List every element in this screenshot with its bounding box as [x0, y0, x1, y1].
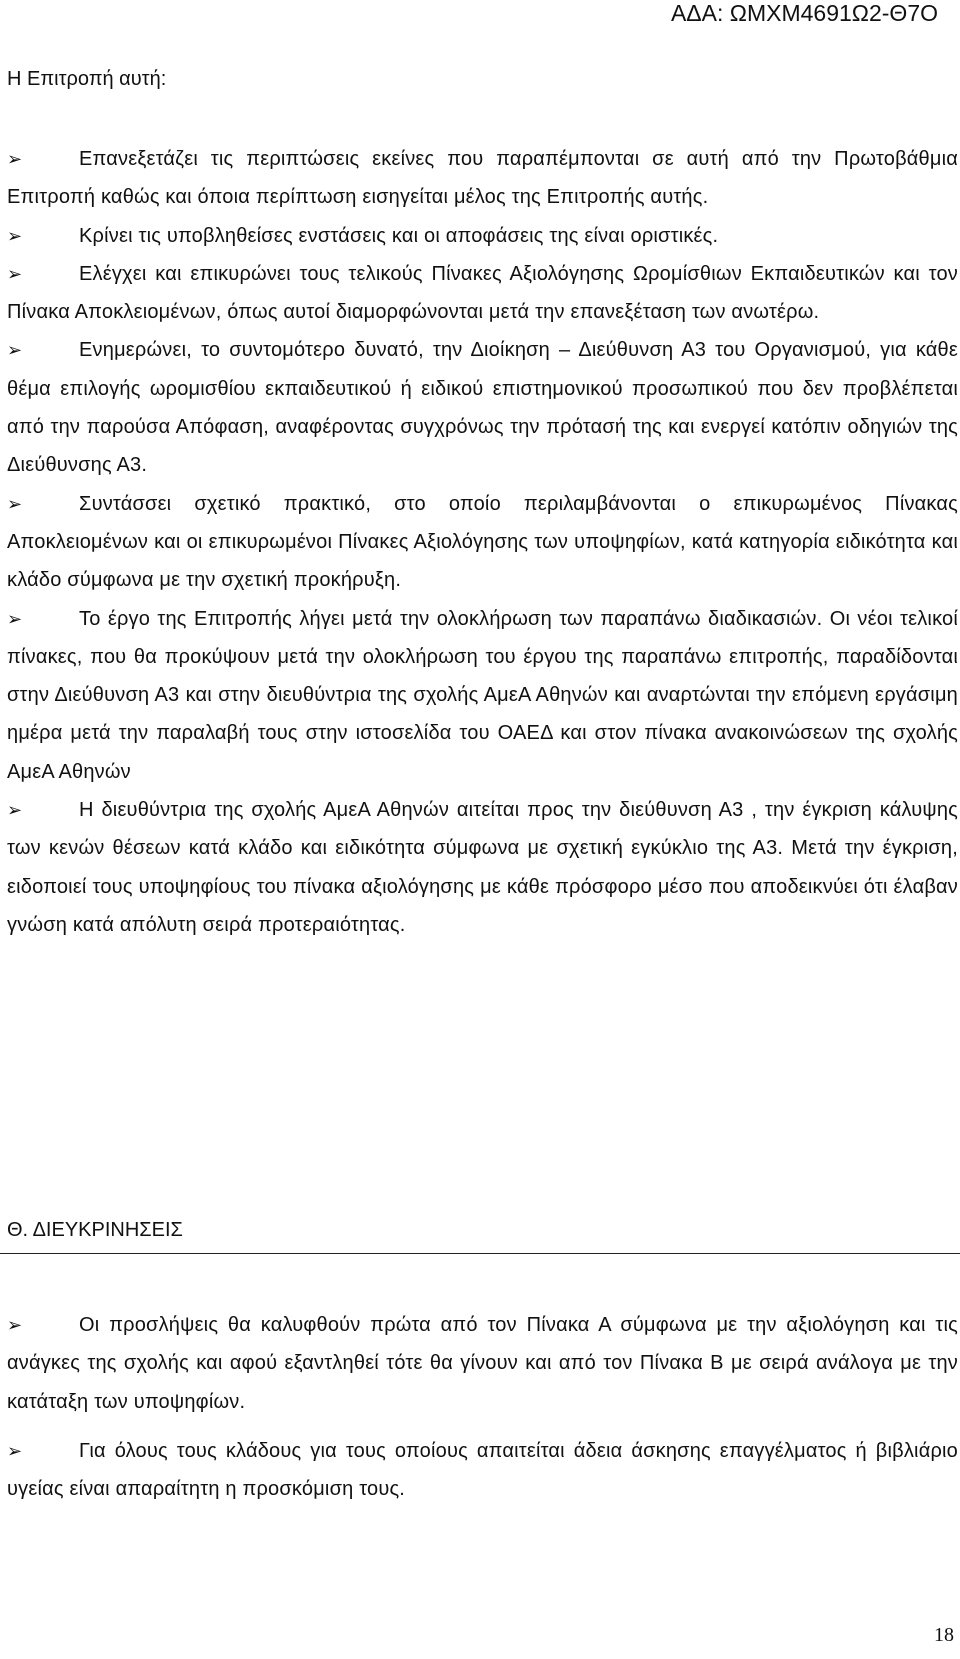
list-item: ➢ Κρίνει τις υποβληθείσες ενστάσεις και οι αποφάσεις της είναι οριστικές.	[7, 217, 958, 255]
list-item-continuation: Οι νέοι τελικοί πίνακες, που θα προκύψουν μετά την ολοκλήρωση του έργου της παραπάνω επιτροπής, παραδίδονται στην Διεύθυνση Α3 και στην διευθύντρια της σχολής ΑμεΑ Αθηνών και αναρτώνται την επόμενη εργάσιμη ημέρα μετά την παραλαβή τους στην ιστοσελίδα του ΟΑΕΔ και στον πίνακα ανακοινώσεων της σχολής ΑμεΑ Αθηνών	[7, 607, 959, 783]
clarifications-list	[7, 1306, 958, 1519]
list-item: ➢ Οι προσλήψεις θα καλυφθούν πρώτα από τον Πίνακα Α σύμφωνα με την αξιολόγηση και τις ανάγκες της σχολής και αφού εξαντληθεί τότε θα γίνουν και από τον Πίνακα Β με σειρά ανάλογα με την κατάταξη των υποψηφίων.	[7, 1306, 958, 1421]
arrow-bullet-icon: ➢	[7, 1315, 23, 1335]
page-number: 18	[934, 1624, 954, 1646]
list-item: ➢ Ελέγχει και επικυρώνει τους τελικούς Πίνακες Αξιολόγησης Ωρομίσθιων Εκπαιδευτικών και τον Πίνακα Αποκλειομένων, όπως αυτοί διαμορφώνονται μετά την επανεξέταση των ανωτέρω.	[7, 255, 958, 332]
list-item: ➢ Συντάσσει σχετικό πρακτικό, στο οποίο περιλαμβάνονται ο επικυρωμένος Πίνακας Αποκλειομένων και οι επικυρωμένοι Πίνακες Αξιολόγησης των υποψηφίων, κατά κατηγορία ειδικότητα και κλάδο σύμφωνα με την σχετική προκήρυξη.	[7, 485, 958, 600]
arrow-bullet-icon: ➢	[7, 493, 23, 514]
arrow-bullet-icon: ➢	[7, 608, 23, 629]
arrow-bullet-icon: ➢	[7, 225, 23, 246]
list-item: ➢ Το έργο της Επιτροπής λήγει μετά την ολοκλήρωση των παραπάνω διαδικασιών. Οι νέοι τελικοί πίνακες, που θα προκύψουν μετά την ολοκλήρωση του έργου της παραπάνω επιτροπής, παραδίδονται στην Διεύθυνση Α3 και στην διευθύντρια της σχολής ΑμεΑ Αθηνών και αναρτώνται την επόμενη εργάσιμη ημέρα μετά την παραλαβή τους στην ιστοσελίδα του ΟΑΕΔ και στον πίνακα ανακοινώσεων της σχολής ΑμεΑ Αθηνών	[7, 600, 958, 791]
list-item: ➢ Επανεξετάζει τις περιπτώσεις εκείνες που παραπέμπονται σε αυτή από την Πρωτοβάθμια Επιτροπή καθώς και όποια περίπτωση εισηγείται μέλος της Επιτροπής αυτής.	[7, 140, 958, 217]
section-title: Θ. ΔΙΕΥΚΡΙΝΗΣΕΙΣ	[7, 1219, 183, 1241]
duties-list	[7, 140, 958, 944]
section-divider	[0, 1253, 960, 1254]
arrow-bullet-icon: ➢	[7, 340, 23, 361]
list-item: ➢ Για όλους τους κλάδους για τους οποίους απαιτείται άδεια άσκησης επαγγέλματος ή βιβλιάριο υγείας είναι απαραίτητη η προσκόμιση τους.	[7, 1432, 958, 1509]
list-item: ➢ Η διευθύντρια της σχολής ΑμεΑ Αθηνών αιτείται προς την διεύθυνση Α3 , την έγκριση κάλυψης των κενών θέσεων κατά κλάδο και ειδικότητα σύμφωνα με σχετική εγκύκλιο της Α3. Μετά την έγκριση, ειδοποιεί τους υποψηφίους του πίνακα αξιολόγησης με κάθε πρόσφορο μέσο που αποδεικνύει ότι έλαβαν γνώση κατά απόλυτη σειρά προτεραιότητας.	[7, 791, 958, 944]
arrow-bullet-icon: ➢	[7, 263, 23, 284]
arrow-bullet-icon: ➢	[7, 800, 23, 821]
arrow-bullet-icon: ➢	[7, 1440, 23, 1461]
intro-text: Η Επιτροπή αυτή:	[7, 68, 167, 90]
ada-code: ΑΔΑ: ΩΜΧΜ4691Ω2-Θ7Ο	[670, 0, 938, 26]
arrow-bullet-icon: ➢	[7, 149, 23, 169]
list-item: ➢ Ενημερώνει, το συντομότερο δυνατό, την Διοίκηση – Διεύθυνση Α3 του Οργανισμού, για κάθε θέμα επιλογής ωρομισθίου εκπαιδευτικού ή ειδικού επιστημονικού προσωπικού που δεν προβλέπεται από την παρούσα Απόφαση, αναφέροντας συγχρόνως την πρότασή της και ενεργεί κατόπιν οδηγιών της Διεύθυνσης Α3.	[7, 331, 958, 484]
